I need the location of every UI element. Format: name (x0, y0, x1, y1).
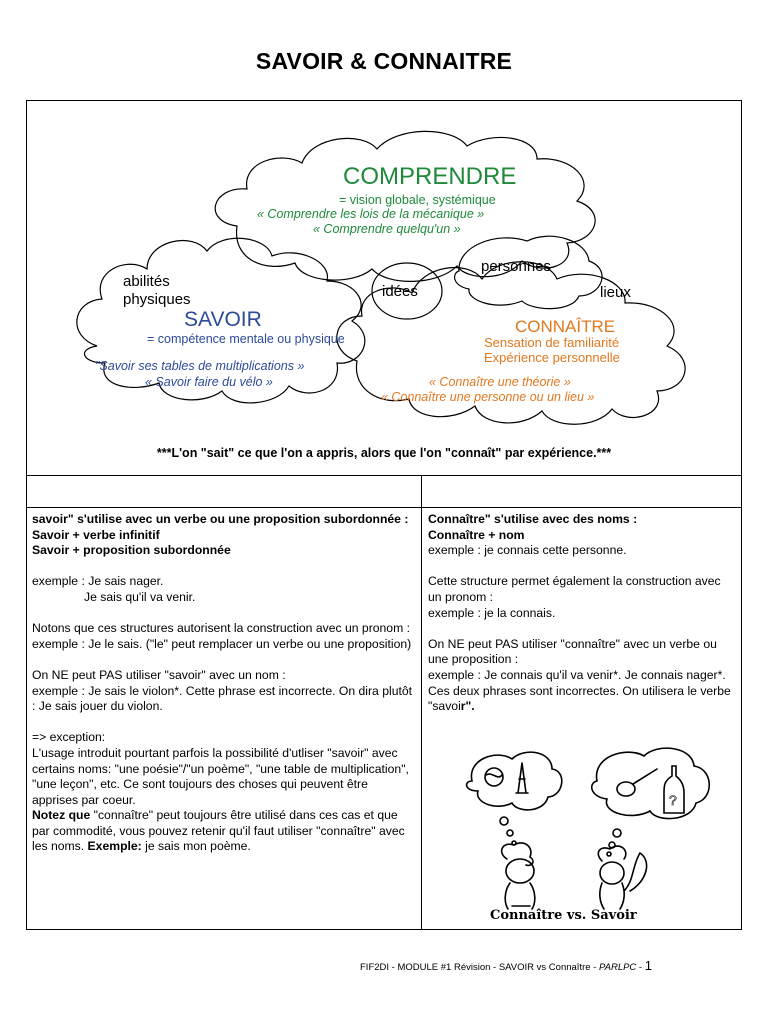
connaitre-rule-heading: Connaître" s'utilise avec des noms : (428, 512, 638, 526)
savoir-rule-infinitive: Savoir + verbe infinitif (32, 527, 160, 542)
exception-text: L'usage introduit pourtant parfois la possibilité d'utliser "savoir" avec certains noms: "une poésie"/"un poème", "une table de multiplication", "une leçon", etc. Ce sont toujours des choses qui peuvent être apprises par coeur. (32, 745, 409, 807)
savoir-rule-heading: savoir" s'utilise avec un verbe ou une proposition subordonnée : (32, 512, 409, 526)
cloud-diagram (27, 101, 740, 436)
footer-author: PARLPC (598, 962, 637, 973)
cartoon-caption: Connaître vs. Savoir (490, 908, 637, 923)
savoir-ex2: « Savoir faire du vélo » (145, 375, 273, 389)
savoir-example-1: exemple : Je sais nager. (32, 574, 164, 589)
comprendre-def: = vision globale, systémique (339, 193, 496, 207)
note-label: Notez que (32, 808, 91, 823)
savoir-pronoun-note: Notons que ces structures autorisent la construction avec un pronom : (32, 621, 411, 636)
connaitre-example: exemple : je connais cette personne. (428, 543, 627, 558)
svg-text:?: ? (669, 792, 677, 808)
footer-text: FIF2DI - MODULE #1 Révision - SAVOIR vs Connaître - (360, 962, 599, 973)
connaitre-topic-1: personnes (481, 258, 552, 275)
connaitre-pronoun-note: Cette structure permet également la construction avec un pronom : (428, 574, 721, 604)
comprendre-ex1: « Comprendre les lois de la mécanique » (257, 207, 485, 221)
footer-separator: - (636, 962, 645, 973)
divider-top (27, 475, 741, 476)
savoir-def: = compétence mentale ou physique (147, 332, 345, 346)
connaitre-verb-example-end: r". (460, 699, 475, 714)
savoir-noun-rule: On NE peut PAS utiliser "savoir" avec un nom : (32, 667, 286, 682)
connaitre-topic-2: lieux (600, 284, 631, 301)
column-divider (421, 475, 422, 929)
page-title: SAVOIR & CONNAITRE (255, 48, 513, 74)
cartoon-drawing (452, 741, 722, 926)
divider-header (27, 507, 741, 508)
page-footer (360, 958, 652, 973)
connaitre-pronoun-example: exemple : je la connais. (428, 605, 556, 620)
connaitre-rule-noun: Connaître + nom (428, 527, 525, 542)
page-number: 1 (644, 958, 652, 973)
comprendre-ex2: « Comprendre quelqu'un » (313, 222, 461, 236)
connaitre-word: CONNAÎTRE (515, 317, 616, 336)
savoir-column (32, 512, 416, 871)
cartoon-illustration (452, 741, 722, 926)
savoir-word: SAVOIR (184, 308, 262, 331)
exception-label: => exception: (32, 730, 106, 745)
connaitre-verb-rule: On NE peut PAS utiliser "connaître" avec un verbe ou une proposition : (428, 636, 717, 667)
savoir-rule-subordinate: Savoir + proposition subordonnée (32, 543, 231, 558)
content-frame (26, 100, 742, 930)
savoir-ex1: "Savoir ses tables de multiplications » (95, 359, 305, 373)
savoir-topic-1: abilités (123, 273, 170, 290)
connaitre-def-2: Expérience personnelle (484, 350, 620, 365)
note-text: "connaître" peut toujours être utilisé dans ces cas et que par commodité, vous pouvez retenir qu'il faut utiliser "connaître" avec les noms. (32, 808, 405, 854)
savoir-noun-example: exemple : Je sais le violon*. Cette phrase est incorrecte. On dira plutôt : Je sais jouer du violon. (32, 683, 413, 714)
savoir-topic-2: physiques (123, 291, 191, 308)
connaitre-ex2: « Connaître une personne ou un lieu » (381, 390, 595, 404)
connaitre-ex1: « Connaître une théorie » (429, 375, 571, 389)
cloud-shapes (27, 101, 740, 436)
connaitre-column (428, 512, 733, 730)
note-example-text: je sais mon poème. (141, 839, 251, 854)
comprendre-word: COMPRENDRE (343, 163, 517, 190)
connaitre-verb-example: exemple : Je connais qu'il va venir*. Je connais nager*. Ces deux phrases sont incorrectes. On utilisera le verbe "savoi (428, 667, 731, 714)
note-example-label: Exemple: (87, 839, 142, 854)
savoir-example-2: Je sais qu'il va venir. (84, 589, 196, 604)
savoir-pronoun-example: exemple : Je le sais. ("le" peut remplacer un verbe ou une proposition) (32, 636, 412, 651)
idees-label: idées (382, 283, 418, 300)
maxim: ***L'on "sait" ce que l'on a appris, alors que l'on "connaît" par expérience.*** (156, 446, 612, 460)
connaitre-def-1: Sensation de familiarité (484, 335, 620, 350)
